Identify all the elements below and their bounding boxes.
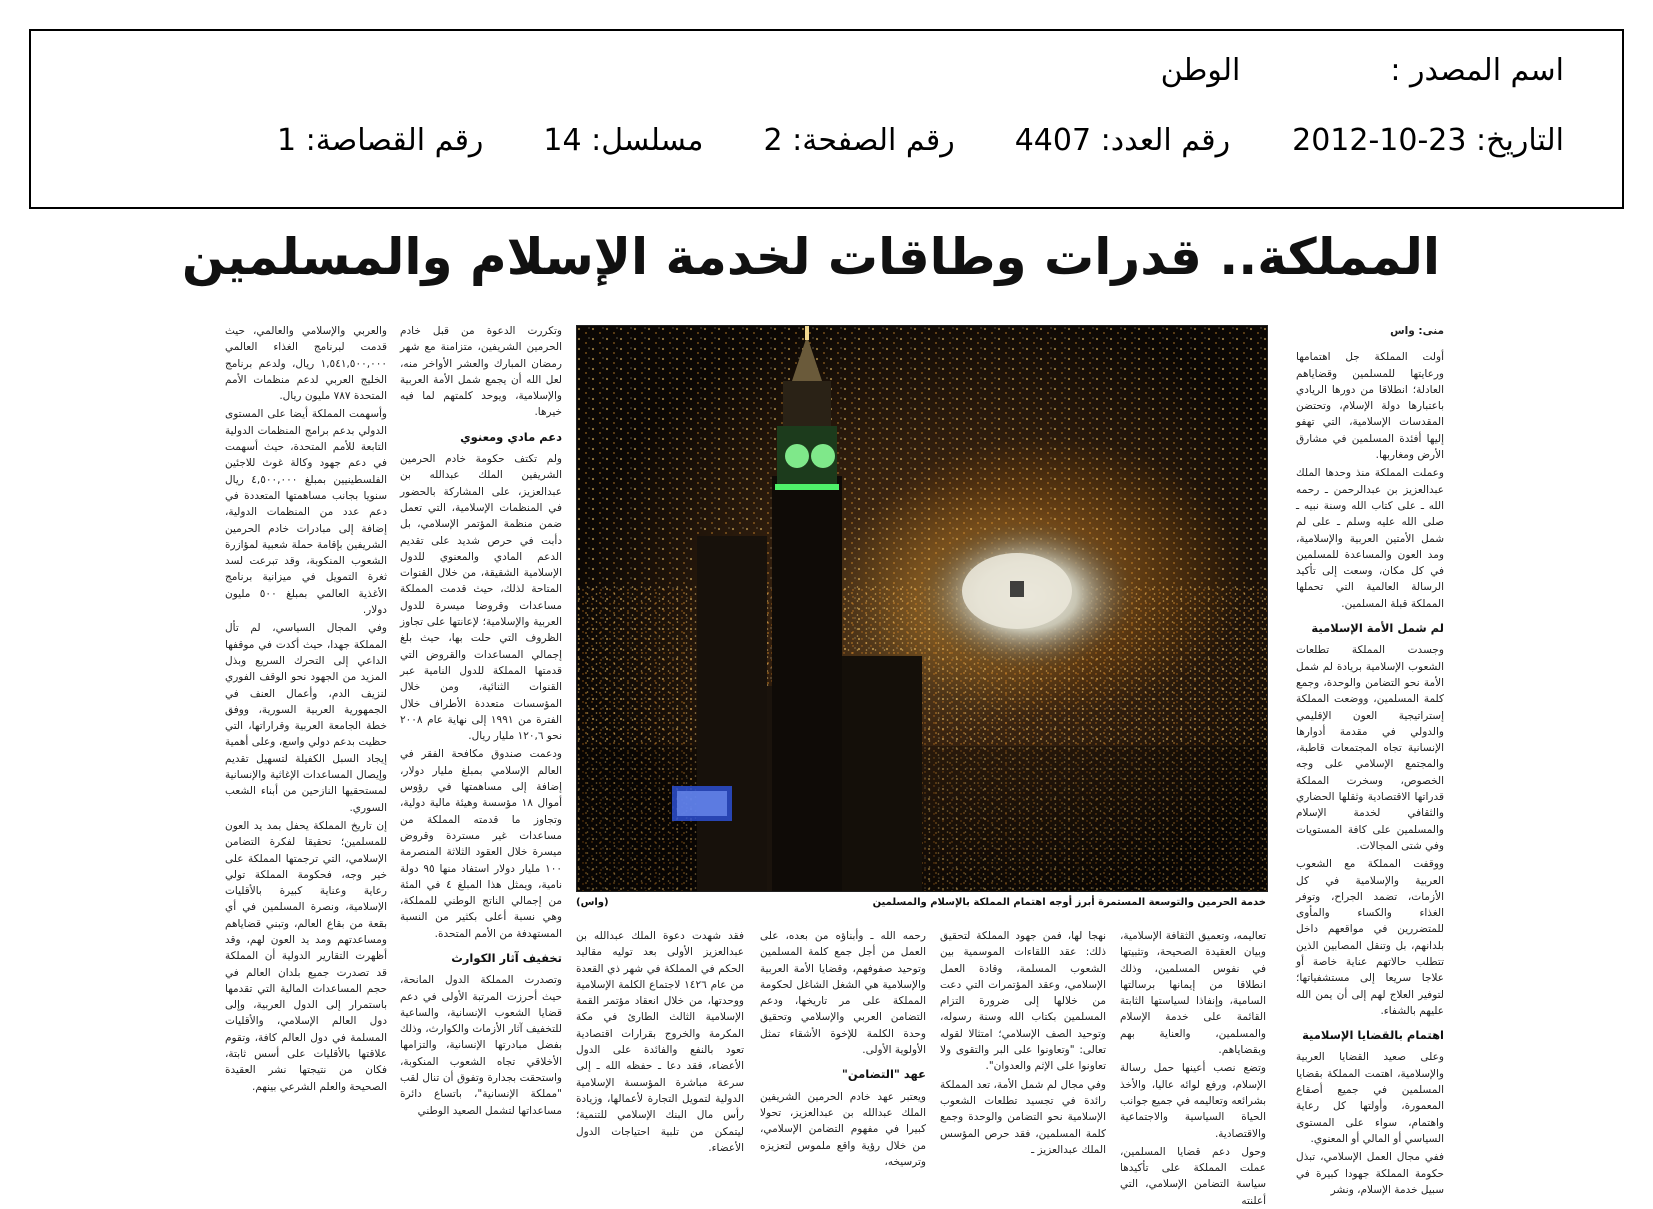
paragraph: ففي مجال العمل الإسلامي، تبذل حكومة المملكة جهودا كبيرة في سبيل خدمة الإسلام، ونشر [1296,1151,1444,1196]
paragraph: فقد شهدت دعوة الملك عبدالله بن عبدالعزيز الأولى بعد توليه مقاليد الحكم في المملكة في شهر ذي القعدة من عام ١٤٢٦ لاجتماع الكلمة الإسلامية ووحدتها، من خلال انعقاد مؤتمر القمة الإسلامية الثالث الطارئ في مكة المكرمة والخروج بقرارات اقتصادية تعود بالنفع والفائدة على الدول الأعضاء، فقد دعا ـ حفظه الله ـ إلى سرعة مباشرة المؤسسة الإسلامية الدولية لتمويل التجارة لأعمالها، وزيادة رأس مال البنك الإسلامي للتنمية؛ ليتمكن من تلبية احتياجات الدول الأعضاء. [576,930,744,1154]
paragraph: وأسهمت المملكة أيضا على المستوى الدولي بدعم برامج المنظمات الدولية التابعة للأمم المتحدة، حيث أسهمت في دعم جهود وكالة غوث للاجئين الفلسطينيين بمبلغ ٤,٥٠٠,٠٠٠ ريال سنويا بجانب مساهمتها المتعددة في دعم عدد من المنظمات الدولية، إضافة إلى مبادرات خادم الحرمين الشريفين بإقامة حملة شعبية لمؤازرة الشعوب المنكوبة، وقد تبرعت لسد ثغرة التمويل في ميزانية برنامج الأغذية العالمي بمبلغ ٥٠٠ مليون دولار. [225,408,387,617]
subheading: عهد "التضامن" [841,1067,926,1082]
clip-value: 1 [276,123,297,158]
clipping-metadata-box [29,29,1624,209]
subheading: لم شمل الأمة الإسلامية [1311,621,1444,636]
clip-label: رقم القصاصة: [305,123,484,158]
serial-label: مسلسل: [591,123,704,158]
paragraph: تعاليمه، وتعميق الثقافة الإسلامية، وبيان العقيدة الصحيحة، وتثبيتها في نفوس المسلمين، وذلك انطلاقا من إيمانها برسالتها السامية، وإنفاذا لسياستها الثابتة القائمة على خدمة الإسلام والمسلمين، والعناية بهم وبقضاياهم. [1120,930,1266,1057]
paragraph: وحول دعم قضايا المسلمين، عملت المملكة على تأكيدها سياسة التضامن الإسلامي، التي أعلنته [1120,1145,1266,1207]
clip-field [277,123,483,158]
article-column-1 [1296,323,1444,1196]
paragraph: ودعمت صندوق مكافحة الفقر في العالم الإسلامي بمبلغ مليار دولار، إضافة إلى مساهمتها في رؤوس أموال ١٨ مؤسسة وهيئة مالية دولية، وتجاوز ما قدمته المملكة من مساعدات غير مستردة وقروض ميسرة خلال العقود الثلاثة المنصرمة ١٠٠ مليار دولار استفاد منها ٩٥ دولة نامية، ويمثل هذا المبلغ ٤ في المئة من إجمالي الناتج الوطني للمملكة، وهي نسبة أعلى بكثير من النسبة المستهدفة من الأمم المتحدة. [400,748,562,940]
photo-caption-row [576,897,1266,908]
article-column-7 [225,323,387,1183]
paragraph: وفي المجال السياسي، لم تأل المملكة جهدا، حيث أكدت في موقفها الداعي إلى التحرك السريع وبذل المزيد من الجهود نحو الوقف الفوري لنزيف الدم، وأعمال العنف في الجمهورية العربية السورية، ووفق خطة الجامعة العربية وقراراتها، التي حظيت بدعم دولي واسع، وعلى أهمية إيجاد السبل الكفيلة لتسهيل تقديم وإيصال المساعدات الإغاثية والإنسانية لمستحقيها النازحين من أبناء الشعب السوري. [225,622,387,814]
paragraph: إن تاريخ المملكة يحفل بمد يد العون للمسلمين؛ تحقيقا لفكرة التضامن الإسلامي، التي ترجمتها المملكة على خير وجه، فحكومة المملكة تولي رعاية وعناية كبيرة بالأقليات الإسلامية، ونصرة المسلمين في أي بقعة من بقاع العالم، وتبني قضاياهم ومساعدتهم ومد يد العون لهم، وقد أظهرت التقارير الدولية أن المملكة قد تصدرت جميع بلدان العالم في حجم المساعدات المالية التي تقدمها باستمرار إلى الدول العربية، وإلى دول العالم الإسلامي، والأقليات المسلمة في دول العالم كافة، وتقوم علاقتها بالأقليات على أسس ثابتة، فكان من نتيجتها نشر العقيدة الصحيحة والعلم الشرعي بينهم. [225,819,387,1093]
issue-label: رقم العدد: [1100,123,1231,158]
source-label: اسم المصدر : [1390,53,1564,88]
article-column-6 [400,323,562,1183]
photo-caption: خدمة الحرمين والتوسعة المستمرة أبرز أوجه اهتمام المملكة بالإسلام والمسلمين [872,897,1266,908]
page-value: 2 [763,123,783,158]
article-column-2 [1120,928,1266,1207]
paragraph: رحمه الله ـ وأبناؤه من بعده، على العمل من أجل جمع كلمة المسلمين وتوحيد صفوفهم، وقضايا الأمة العربية والإسلامية هي الشغل الشاغل لحكومة المملكة على مر تاريخها، ودعم التضامن العربي والإسلامي وتحقيق وحدة الكلمة للإخوة الأشقاء تمثل الأولوية الأولى. [760,930,926,1057]
makkah-night-aerial-photo [577,326,1267,891]
article-column-4 [760,928,926,1183]
article-photo [576,325,1268,892]
paragraph: وتكررت الدعوة من قبل خادم الحرمين الشريفين، متزامنة مع شهر رمضان المبارك والعشر الأواخر منه، لعل الله أن يجمع شمل الأمة العربية والإسلامية، ويوحد كلمتهم لما فيه خيرها. [400,325,562,419]
serial-field [543,123,703,158]
paragraph: وعلى صعيد القضايا العربية والإسلامية، اهتمت المملكة بقضايا المسلمين في جميع أصقاع المعمورة، وأولتها كل رعاية واهتمام، سواء على المستوى السياسي أو المالي أو المعنوي. [1296,1051,1444,1145]
details-row [71,123,1564,158]
paragraph: وفي مجال لم شمل الأمة، تعد المملكة رائدة في تجسيد تطلعات الشعوب الإسلامية نحو التضامن والوحدة وجمع كلمة المسلمين، فقد حرص المؤسس الملك عبدالعزيز ـ [940,1078,1106,1156]
article-headline: المملكة.. قدرات وطاقات لخدمة الإسلام والمسلمين [181,228,1440,286]
paragraph: وتصدرت المملكة الدول المانحة، حيث أحرزت المرتبة الأولى في دعم قضايا الشعوب الإنسانية، والساعية للتخفيف آثار الأزمات والكوارث، وذلك بفضل مبادرتها الإنسانية، والتزامها الأخلاقي تجاه الشعوب المنكوبة، واستحقت بجدارة وتفوق أن تنال لقب "مملكة الإنسانية"، باتساع دائرة مساعداتها لتشمل الصعيد الوطني [400,974,562,1117]
paragraph: أولت المملكة جل اهتمامها ورعايتها للمسلمين وقضاياهم العادلة؛ انطلاقا من دورها الريادي باعتبارها دولة الإسلام، وتحتضن المقدسات الإسلامية، التي تهفو إليها أفئدة المسلمين في مشارق الأرض ومغاربها. [1296,351,1444,462]
paragraph: نهجا لها، فمن جهود المملكة لتحقيق ذلك: عقد اللقاءات الموسمية بين الشعوب المسلمة، وقادة العمل الإسلامي، وعقد المؤتمرات التي دعت من خلالها إلى ضرورة التزام المسلمين بكتاب الله وسنة رسوله، وتوحيد الصف الإسلامي؛ امتثالا لقوله تعالى: "وتعاونوا على البر والتقوى ولا تعاونوا على الإثم والعدوان". [940,930,1106,1073]
serial-value: 14 [543,123,582,158]
subheading: اهتمام بالقضايا الإسلامية [1302,1028,1444,1043]
subheading: تخفيف آثار الكوارث [451,950,562,965]
issue-value: 4407 [1014,123,1092,158]
date-field [1292,123,1564,158]
paragraph: ولم تكتف حكومة خادم الحرمين الشريفين الملك عبدالله بن عبدالعزيز، على المشاركة بالحضور في المنظمات الإسلامية، التي تعمل ضمن منظمة المؤتمر الإسلامي، بل دأبت في حرص شديد على تقديم الدعم المادي والمعنوي للدول الإسلامية الشقيقة، من خلال القنوات المتاحة لذلك، حيث قدمت المملكة مساعدات وقروضا ميسرة للدول العربية والإسلامية؛ لإعانتها على تجاوز الظروف التي حلت بها، حيث بلغ إجمالي المساعدات والقروض التي قدمتها المملكة للدول النامية عبر القنوات الثنائية، ومن خلال المؤسسات متعددة الأطراف خلال الفترة من ١٩٩١ إلى نهاية عام ٢٠٠٨ نحو ١٢٠,٦ مليار ريال. [400,453,562,743]
article-column-3 [940,928,1106,1183]
page-label: رقم الصفحة: [792,123,955,158]
source-row [71,53,1564,88]
page-field [764,123,955,158]
paragraph: وعملت المملكة منذ وحدها الملك عبدالعزيز بن عبدالرحمن ـ رحمه الله ـ على كتاب الله وسنة نبيه ـ صلى الله عليه وسلم ـ على لم شمل الأمتين العربية والإسلامية، ومد العون والمساعدة للمسلمين في كل مكان، وسعت إلى تأكيد الرسالة العالمية التي تحملها المملكة قبلة المسلمين. [1296,467,1444,610]
date-value: 2012-10-23 [1292,123,1467,158]
subheading: دعم مادي ومعنوي [460,429,562,444]
paragraph: ووقفت المملكة مع الشعوب العربية والإسلامية في كل الأزمات، تضمد الجراح، وتوفر الغذاء والكساء والمأوى للمتضررين في مواقعهم داخل بلدانهم، بل وتنقل المصابين الذين تتطلب حالاتهم عناية خاصة أو علاجا سريعا إلى مستشفياتها؛ لتوفير العلاج لهم إلى أن يمن الله عليهم بالشفاء. [1296,858,1444,1017]
issue-field [1015,123,1230,158]
source-value: الوطن [1160,53,1241,88]
article-byline: منى: واس [1390,325,1444,337]
paragraph: وجسدت المملكة تطلعات الشعوب الإسلامية بريادة لم شمل الأمة نحو التضامن والوحدة، وجمع كلمة المسلمين، ووضعت المملكة إستراتيجية العون الإقليمي والدولي في مقدمة أدوارها الإنسانية تجاه المجتمعات قاطبة، والمجتمع الإسلامي على وجه الخصوص، وسخرت المملكة قدراتها الاقتصادية وثقلها الحضاري والثقافي لخدمة الإسلام والمسلمين على كافة المستويات وفي شتى المجالات. [1296,644,1444,852]
paragraph: والعربي والإسلامي والعالمي، حيث قدمت لبرنامج الغذاء العالمي ١,٥٤١,٥٠٠,٠٠٠ ريال، ولدعم برنامج الخليج العربي لدعم منظمات الأمم المتحدة ٧٨٧ مليون ريال. [225,325,387,403]
photo-credit: (واس) [576,897,609,908]
paragraph: ويعتبر عهد خادم الحرمين الشريفين الملك عبدالله بن عبدالعزيز، تحولا كبيرا في مفهوم التضامن الإسلامي، من خلال رؤية واقع ملموس لتعزيزه وترسيخه، [760,1090,926,1168]
date-label: التاريخ: [1476,123,1564,158]
paragraph: وتضع نصب أعينها حمل رسالة الإسلام، ورفع لوائه عاليا، والأخذ بشرائعه وتعاليمه في جميع جوانب الحياة السياسية والاجتماعية والاقتصادية. [1120,1062,1266,1140]
article-column-5 [576,928,744,1183]
